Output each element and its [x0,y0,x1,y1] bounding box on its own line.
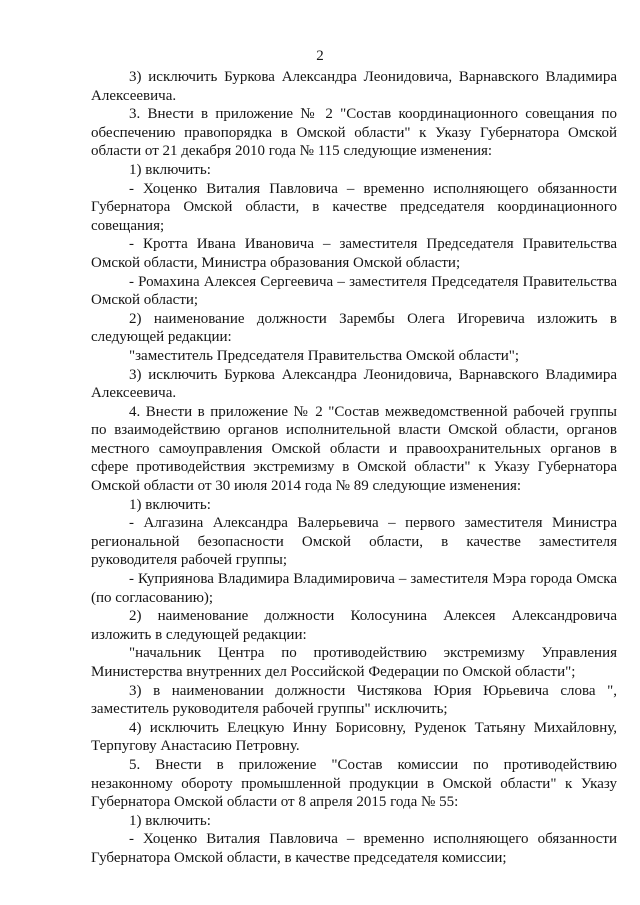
paragraph: "начальник Центра по противодействию экстремизму Управления Министерства внутренних дел Российской Федерации по Омской области"; [91,645,617,680]
paragraph: - Ромахина Алексея Сергеевича – заместителя Председателя Правительства Омской области; [91,273,617,309]
paragraph: "заместитель Председателя Правительства Омской области"; [129,347,520,364]
paragraph: - Алгазина Александра Валерьевича – первого заместителя Министра региональной безопасности Омской области, в качестве заместителя руководителя рабочей группы; [91,515,617,569]
paragraph: 4) исключить Елецкую Инну Борисовну, Руденок Татьяну Михайловну, Терпугову Анастасию Петровну. [91,719,617,755]
paragraph: 1) включить: [129,496,211,513]
paragraph: 1) включить: [129,812,211,829]
paragraph: 4. Внести в приложение № 2 "Состав межведомственной рабочей группы по взаимодействию органов исполнительной власти Омской области, органов местного самоуправления Омской области и правоохранительных органов в сфере противодействия экстремизму в Омской области" к Указу Губернатора Омской области от 30 июля 2014 года № 89 следующие изменения: [91,403,617,495]
paragraph: 2) наименование должности Зарембы Олега Игоревича изложить в следующей редакции: [91,310,617,346]
paragraph: 5. Внести в приложение "Состав комиссии по противодействию незаконному обороту промышленной продукции в Омской области" к Указу Губернатора Омской области от 8 апреля 2015 года № 55: [91,756,617,811]
paragraph: 2) наименование должности Колосунина Алексея Александровича изложить в следующей редакции: [91,608,617,643]
paragraph: 3) в наименовании должности Чистякова Юрия Юрьевича слова ", заместитель руководителя рабочей группы" исключить; [91,682,617,718]
paragraph: - Хоценко Виталия Павловича – временно исполняющего обязанности Губернатора Омской области, в качестве председателя координационного совещания; [91,180,617,234]
paragraph: 3. Внести в приложение № 2 "Состав координационного совещания по обеспечению правопорядка в Омской области" к Указу Губернатора Омской области от 21 декабря 2010 года № 115 следующие изменения: [91,106,617,160]
page-number: 2 [316,48,324,64]
paragraph: 1) включить: [129,161,211,178]
paragraph: 3) исключить Буркова Александра Леонидовича, Варнавского Владимира Алексеевича. [91,69,617,104]
paragraph: - Куприянова Владимира Владимировича – заместителя Мэра города Омска (по согласованию); [91,571,617,606]
paragraph: - Кротта Ивана Ивановича – заместителя Председателя Правительства Омской области, Министра образования Омской области; [91,236,617,271]
document-body [91,68,617,868]
paragraph: - Хоценко Виталия Павловича – временно исполняющего обязанности Губернатора Омской области, в качестве председателя комиссии; [91,831,617,866]
paragraph: 3) исключить Буркова Александра Леонидовича, Варнавского Владимира Алексеевича. [91,366,617,402]
